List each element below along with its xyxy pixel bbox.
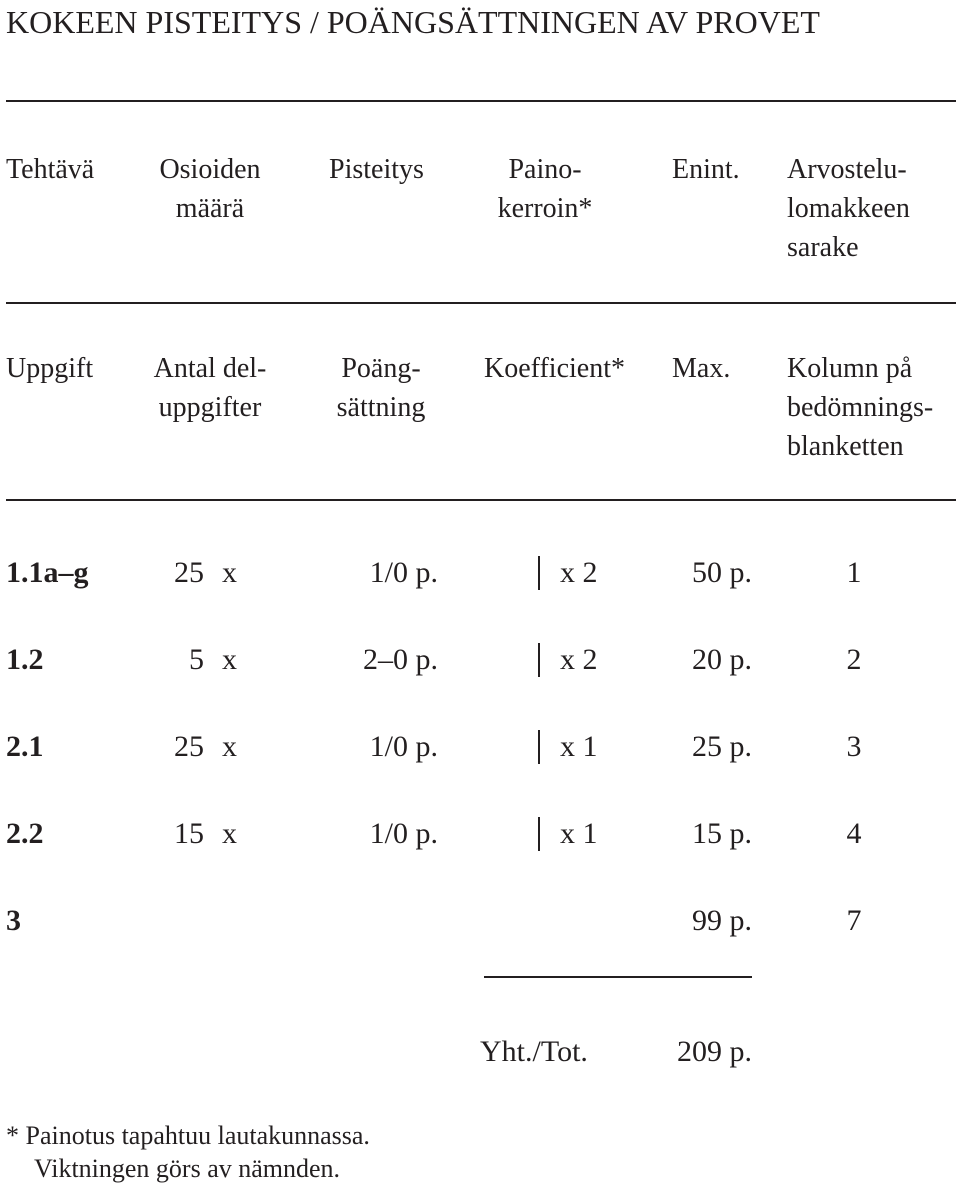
header-sv-scoring: Poäng- sättning — [336, 353, 426, 423]
title-rule — [6, 100, 956, 102]
total-value: 209 p. — [677, 1035, 752, 1068]
row-task: 2.1 — [6, 730, 44, 763]
header-rule-1 — [6, 302, 956, 304]
total-label: Yht./Tot. — [480, 1035, 588, 1068]
row-task: 1.1a–g — [6, 556, 89, 589]
row-coefficient: x 2 — [560, 556, 598, 589]
header-fi-max: Enint. — [672, 154, 740, 185]
row-times: x — [222, 817, 237, 850]
row-coefficient: x 1 — [560, 817, 598, 850]
row-max: 50 p. — [692, 556, 752, 589]
header-sv-column: Kolumn på bedömnings- blanketten — [787, 353, 934, 462]
row-column: 2 — [846, 643, 862, 676]
header-sv-count: Antal del- uppgifter — [153, 353, 267, 423]
row-coefficient: x 2 — [560, 643, 598, 676]
row-times: x — [222, 556, 237, 589]
row-points: 2–0 p. — [363, 643, 438, 676]
row-task: 1.2 — [6, 643, 44, 676]
row-points: 1/0 p. — [369, 817, 438, 850]
header-fi-weight: Paino- kerroin* — [497, 154, 593, 224]
row-times: x — [222, 730, 237, 763]
header-fi-column: Arvostelu- lomakkeen sarake — [787, 154, 910, 263]
row-points: 1/0 p. — [369, 730, 438, 763]
header-rule-2 — [6, 499, 956, 501]
row-separator — [538, 556, 540, 590]
row-points: 1/0 p. — [369, 556, 438, 589]
footnote-line-1: * Painotus tapahtuu lautakunnassa. — [6, 1121, 370, 1150]
header-fi-count: Osioiden määrä — [159, 154, 261, 224]
header-fi-task: Tehtävä — [6, 154, 95, 185]
row-separator — [538, 817, 540, 851]
row-count: 25 — [174, 556, 204, 589]
row-max: 15 p. — [692, 817, 752, 850]
row-count: 15 — [174, 817, 204, 850]
row-task: 2.2 — [6, 817, 44, 850]
header-fi-scoring: Pisteitys — [329, 154, 424, 185]
row-max: 99 p. — [692, 904, 752, 937]
row-separator — [538, 643, 540, 677]
row-times: x — [222, 643, 237, 676]
row-column: 7 — [846, 904, 862, 937]
row-count: 5 — [189, 643, 204, 676]
footnote-line-2: Viktningen görs av nämnden. — [34, 1154, 341, 1183]
row-column: 3 — [846, 730, 862, 763]
row-max: 25 p. — [692, 730, 752, 763]
row-separator — [538, 730, 540, 764]
row-task: 3 — [6, 904, 21, 937]
row-coefficient: x 1 — [560, 730, 598, 763]
header-sv-coefficient: Koefficient* — [484, 353, 625, 384]
row-count: 25 — [174, 730, 204, 763]
row-column: 4 — [846, 817, 862, 850]
row-column: 1 — [846, 556, 862, 589]
header-sv-task: Uppgift — [6, 353, 94, 384]
row-max: 20 p. — [692, 643, 752, 676]
header-sv-max: Max. — [672, 353, 731, 384]
page-title: KOKEEN PISTEITYS / POÄNGSÄTTNINGEN AV PROVET — [6, 4, 820, 40]
sum-rule — [484, 976, 752, 978]
